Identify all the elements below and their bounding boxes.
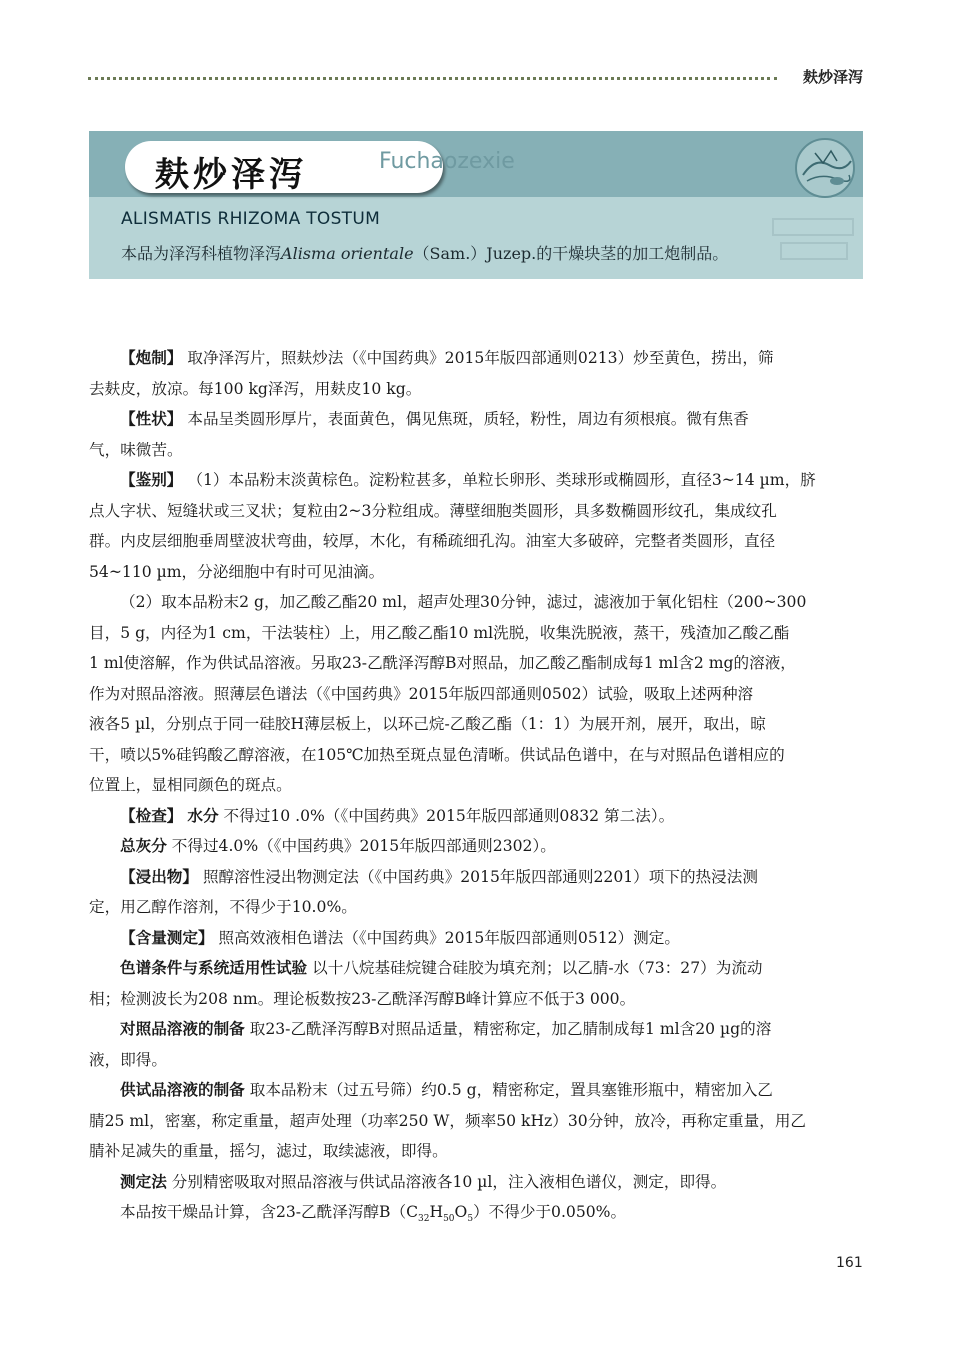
text-line: 作为对照品溶液。照薄层色谱法（《中国药典》2015年版四部通则0502）试验，吸取上述两种溶 [89,684,754,703]
text-line: 去麸皮，放凉。每100 kg泽泻，用麸皮10 kg。 [89,379,422,398]
text-line: 群。内皮层细胞垂周壁波状弯曲，较厚，木化，有稀疏细孔沟。油室大多破碎，完整者类圆形，直径 [89,532,776,550]
text-line: 54~110 µm，分泌细胞中有时可见油滴。 [89,562,385,581]
text-line: 不得过10 .0%（《中国药典》2015年版四部通则0832 第二法）。 [223,806,675,825]
text-paragraph-line [89,740,864,771]
section-jianbie [89,465,864,496]
text-line: 点人字状、短缝状或三叉状；复粒由2~3分粒组成。薄壁细胞类圆形，具多数椭圆形纹孔，集成纹孔 [89,501,777,520]
text-line: 干，喷以5%硅钨酸乙醇溶液，在105℃加热至斑点显色清晰。供试品色谱中，在与对照品色谱相应的 [89,745,785,764]
text-line: 照高效液相色谱法（《中国药典》2015年版四部通则0512）测定。 [218,928,680,947]
section-paozhi [89,343,864,374]
desc-prefix: 本品为泽泻科植物泽泻 [121,244,282,263]
subsection-tag: 色谱条件与系统适用性试验 [120,959,308,977]
text-paragraph-line [89,648,864,679]
section-jiancha [89,801,864,832]
text-paragraph-line [89,1106,864,1137]
section-paozhi-cont [89,374,864,405]
running-header [88,66,863,88]
section-tag: 【鉴别】 [120,471,183,489]
text-paragraph-line [89,1136,864,1167]
text-line: 位置上，显相同颜色的斑点。 [89,776,292,794]
text-line: 以十八烷基硅烷键合硅胶为填充剂；以乙腈-水（73：27）为流动 [312,959,763,977]
pinyin-title: Fuchaozexie [379,149,515,174]
monograph-body [89,343,864,1235]
text-paragraph-line [89,984,864,1015]
page-number: 161 [836,1255,863,1271]
text-paragraph-line [89,679,864,710]
running-head-title: 麸炒泽泻 [802,68,863,86]
text-line: 取23-乙酰泽泻醇B对照品适量，精密称定，加乙腈制成每1 ml含20 µg的溶 [249,1020,772,1038]
subsection-tag: 测定法 [120,1172,167,1191]
text-paragraph-line [89,770,864,801]
section-zonghuifen [89,831,864,862]
section-tag: 【性状】 [120,410,183,428]
text-line: 取净泽泻片，照麸炒法（《中国药典》2015年版四部通则0213）炒至黄色，捞出，筛 [187,349,774,367]
section-jianbie-2 [89,587,864,618]
desc-suffix: （Sam.）Juzep.的干燥块茎的加工炮制品。 [413,244,729,263]
title-banner [89,131,863,279]
herb-illustration-icon [793,137,857,199]
text-line: 照醇溶性浸出物测定法（《中国药典》2015年版四部通则2201）项下的热浸法测 [202,867,758,886]
formula-part: O [454,1203,468,1221]
text-line: 1 ml使溶解，作为供试品溶液。另取23-乙酰泽泻醇B对照品，加乙酸乙酯制成每1 ml含2 mg的溶液， [89,654,796,672]
text-paragraph-line [89,557,864,588]
text-line: 分别精密吸取对照品溶液与供试品溶液各10 µl，注入液相色谱仪，测定，即得。 [171,1172,727,1191]
section-xingzhuang-cont [89,435,864,466]
text-line: 定，用乙醇作溶剂，不得少于10.0%。 [89,898,357,916]
page-title: 麸炒泽泻 [155,155,307,195]
text-line: 本品按干燥品计算，含23-乙酰泽泻醇B（C [120,1203,419,1221]
formula-part: H [429,1203,444,1221]
text-line: （2）取本品粉末2 g，加乙酸乙酯20 ml，超声处理30分钟，滤过，滤液加于氧化铝柱（200~300 [120,593,807,611]
subscript: 50 [443,1214,455,1225]
section-tag: 【炮制】 [120,349,183,367]
section-tag: 【浸出物】 [120,867,198,886]
text-line: 液，即得。 [89,1050,167,1069]
subsection-tag: 总灰分 [120,837,167,855]
section-duizhao [89,1014,864,1045]
subsection-tag: 水分 [187,806,219,825]
text-line: 液各5 µl，分别点于同一硅胶H薄层板上，以环己烷-乙酸乙酯（1：1）为展开剂，展开，取出，晾 [89,715,766,733]
species-name: Alisma orientale [281,244,414,263]
subscript: 32 [418,1214,430,1225]
section-final [89,1197,864,1235]
text-line: 目，5 g，内径为1 cm，干法装柱）上，用乙酸乙酯10 ml洗脱，收集洗脱液，蒸干，残渣加乙酸乙酯 [89,623,790,642]
section-tag: 【检查】 [120,806,183,825]
text-line: 本品呈类圆形厚片，表面黄色，偶见焦斑，质轻，粉性，周边有须根痕。微有焦香 [187,410,749,428]
section-tag: 【含量测定】 [120,928,214,947]
text-line: 腈25 ml，密塞，称定重量，超声处理（功率250 W，频率50 kHz）30分钟，放冷，再称定重量，用乙 [89,1111,807,1130]
section-gongshi [89,1075,864,1106]
dotted-rule [88,77,777,80]
text-line: ）不得少于0.050%。 [473,1203,627,1221]
faint-background-stamp [769,215,859,265]
text-line: 相；检测波长为208 nm。理论板数按23-乙酰泽泻醇B峰计算应不低于3 000。 [89,989,636,1008]
text-line: 腈补足减失的重量，摇匀，滤过，取续滤液，即得。 [89,1142,448,1160]
text-line: （1）本品粉末淡黄棕色。淀粉粒甚多，单粒长卵形、类球形或椭圆形，直径3~14 µm，脐 [187,471,816,489]
section-jinchuwu [89,862,864,893]
banner-description [121,241,728,264]
text-paragraph-line [89,618,864,649]
text-line: 取本品粉末（过五号筛）约0.5 g，精密称定，置具塞锥形瓶中，精密加入乙 [249,1081,773,1099]
text-line: 气，味微苦。 [89,440,183,459]
subsection-tag: 供试品溶液的制备 [120,1081,245,1099]
section-xingzhuang [89,404,864,435]
subsection-tag: 对照品溶液的制备 [120,1020,245,1038]
latin-name: ALISMATIS RHIZOMA TOSTUM [121,209,381,229]
subscript: 5 [467,1214,474,1225]
text-paragraph-line [89,892,864,923]
section-hanliang [89,923,864,954]
text-paragraph-line [89,1045,864,1076]
text-paragraph-line [89,709,864,740]
text-line: 不得过4.0%（《中国药典》2015年版四部通则2302）。 [171,837,556,855]
section-cedingfa [89,1167,864,1198]
section-sepu [89,953,864,984]
text-paragraph-line [89,496,864,527]
text-paragraph-line [89,526,864,557]
